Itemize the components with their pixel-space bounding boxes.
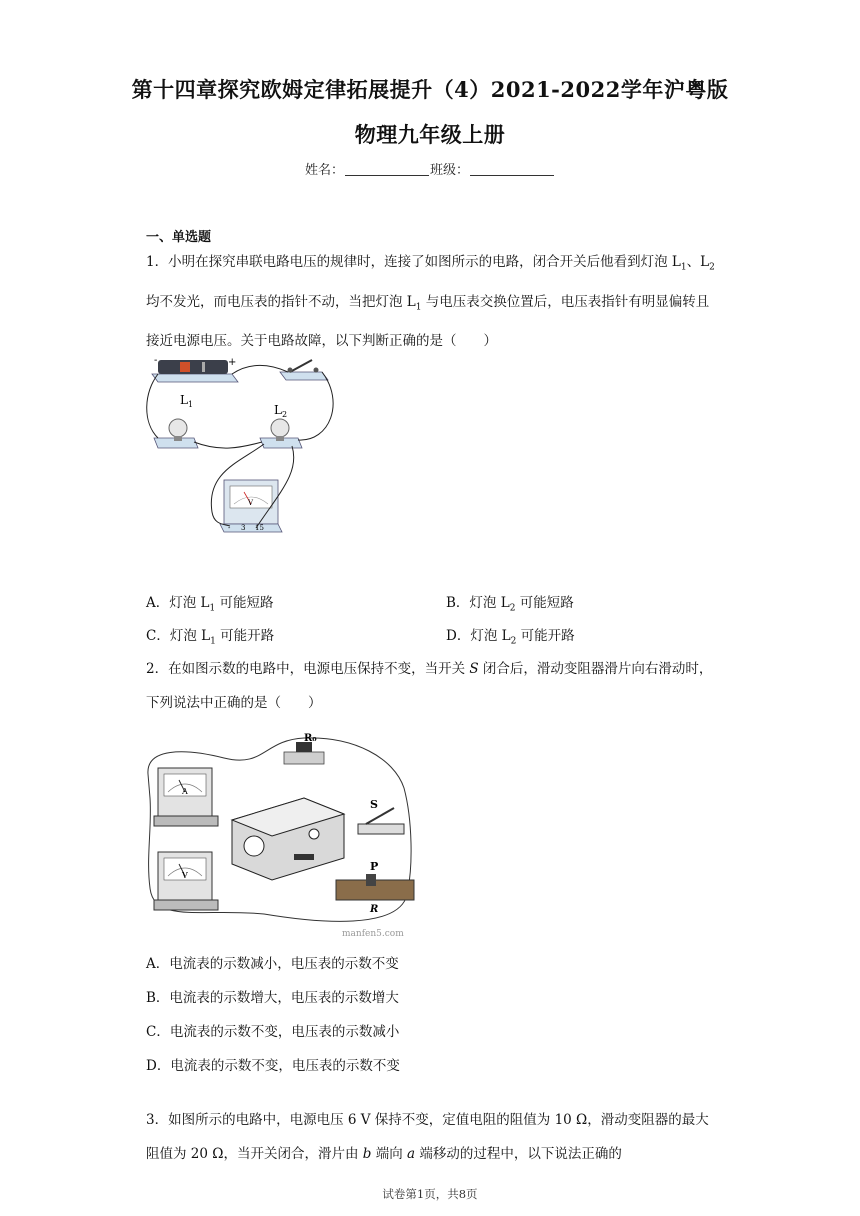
question-2-circuit-figure — [144, 728, 430, 938]
voltmeter-3: 3 — [241, 524, 246, 532]
battery-plus: + — [228, 357, 237, 368]
rheostat-label: R — [370, 904, 379, 915]
lamp-2-label: $L_2$ — [274, 403, 288, 419]
student-info — [0, 159, 860, 178]
question-1-text: 1．小明在探究串联电路电压的规律时，连接了如图所示的电路，闭合开关后他看到灯泡 $L_1$、$L_2$ 均不发光，而电压表的指针不动，当把灯泡 $L_1$ 与电压表交换位置后，电压表指针有明显偏转且接近电源电压。关于电路故障，以下判断正确的是（ ） — [146, 254, 715, 350]
class-label: 班级： — [430, 163, 470, 178]
voltmeter-symbol: V — [182, 871, 188, 880]
q2-option-a[interactable]: A．电流表的示数减小，电压表的示数不变 — [146, 956, 399, 972]
r0-label: R₀ — [304, 733, 317, 744]
q2-option-b[interactable]: B．电流表的示数增大，电压表的示数增大 — [146, 990, 399, 1006]
q2-option-c[interactable]: C．电流表的示数不变，电压表的示数减小 — [146, 1024, 400, 1040]
q1-option-b[interactable]: B．灯泡 $L_2$ 可能短路 — [446, 595, 574, 614]
name-label: 姓名： — [304, 163, 344, 178]
lamp-1-label: $L_1$ — [180, 393, 194, 409]
watermark: manfen5.com — [342, 929, 404, 939]
q2-option-d[interactable]: D．电流表的示数不变，电压表的示数不变 — [146, 1058, 400, 1074]
voltmeter-15: 15 — [255, 524, 264, 532]
name-blank[interactable] — [345, 163, 429, 176]
q1-option-c[interactable]: C．灯泡 $L_1$ 可能开路 — [146, 628, 275, 647]
q1-option-d[interactable]: D．灯泡 $L_2$ 可能开路 — [446, 628, 575, 647]
page-footer: 试卷第1页，共8页 — [382, 1187, 478, 1201]
switch-label: S — [370, 798, 378, 811]
battery-minus: - — [154, 355, 158, 366]
section-heading: 一、单选题 — [146, 230, 212, 245]
slider-label: P — [370, 860, 379, 873]
class-blank[interactable] — [470, 163, 554, 176]
ammeter-symbol: A — [182, 787, 188, 796]
voltmeter-minus: - — [228, 524, 231, 532]
question-2-text: 2．在如图示数的电路中，电源电压保持不变，当开关 S 闭合后，滑动变阻器滑片向右滑动时，下列说法中正确的是（ ） — [146, 661, 713, 711]
q1-option-a[interactable]: A．灯泡 $L_1$ 可能短路 — [146, 595, 274, 614]
question-3-text: 3．如图所示的电路中，电源电压 6 V 保持不变，定值电阻的阻值为 10 Ω，滑动变阻器的最大阻值为 20 Ω，当开关闭合，滑片由 b 端向 a 端移动的过程中，以下说法正确的 — [146, 1112, 709, 1162]
title-line-2: 物理九年级上册 — [354, 122, 506, 147]
question-1-circuit-figure — [140, 352, 340, 542]
title-line-1: 第十四章探究欧姆定律拓展提升（4）2021-2022学年沪粤版 — [131, 77, 729, 102]
voltmeter-symbol: V — [248, 499, 254, 507]
